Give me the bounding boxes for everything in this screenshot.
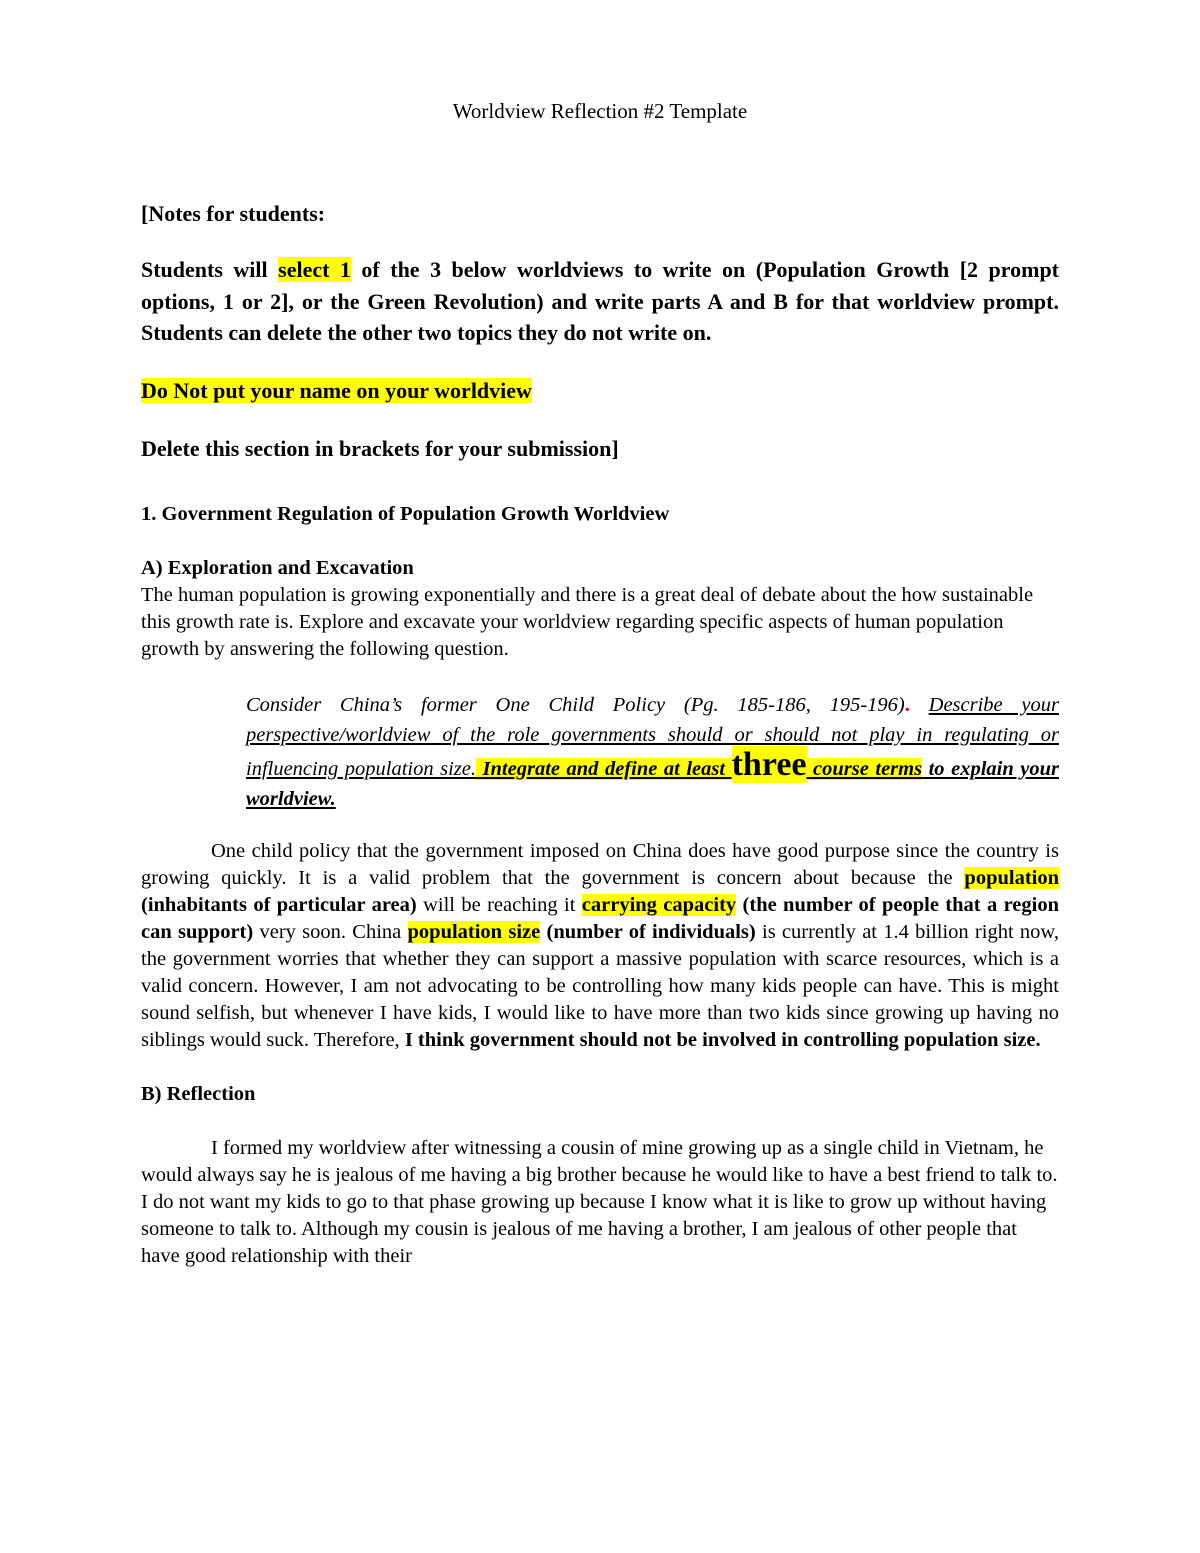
term-population-size: population size bbox=[407, 920, 541, 943]
answer-text-3: very soon. China bbox=[253, 920, 408, 943]
prompt-part-3: Integrate and define at least bbox=[476, 757, 732, 780]
def-carrying-capacity: (the number of people that a region can support) bbox=[141, 893, 1060, 943]
prompt-box bbox=[246, 690, 1059, 814]
document-title: Worldview Reflection #2 Template bbox=[452, 99, 748, 123]
document-page bbox=[141, 96, 1059, 1297]
notes-no-name bbox=[141, 375, 1059, 407]
part-a-intro: The human population is growing exponentially and there is a great deal of debate about the how sustainable this growth rate is. Explore and excavate your worldview regarding specific aspects of human population growth by answering the following question. bbox=[141, 583, 1034, 660]
notes-instructions bbox=[141, 254, 1059, 349]
no-name-highlight: Do Not put your name on your worldview bbox=[141, 377, 532, 403]
answer-text-1: One child policy that the government imposed on China does have good purpose since the country is growing quickly. It is a valid problem that the government is concern about because the bbox=[141, 839, 1059, 889]
part-b-heading: B) Reflection bbox=[141, 1082, 256, 1105]
section-1-heading: 1. Government Regulation of Population Growth Worldview bbox=[141, 502, 670, 525]
notes-instructions-post: of the 3 below worldviews to write on (Population Growth [2 prompt options, 1 or 2], or the Green Revolution) and write parts A and B for that worldview prompt. Students can delete the other two topics they do not write on. bbox=[141, 257, 1059, 345]
term-carrying-capacity: carrying capacity bbox=[581, 893, 737, 916]
answer-text-4: is currently at 1.4 billion right now, the government worries that whether they can support a massive population with scarce resources, which is a valid concern. However, I am not advocating to be controlling how many kids people can have. This is might sound selfish, but whenever I have kids, I would like to have more than two kids since growing up having no siblings would suck. Therefore, bbox=[141, 920, 1060, 1051]
part-b-reflection: I formed my worldview after witnessing a cousin of mine growing up as a single child in Vietnam, he would always say he is jealous of me having a big brother because he would like to have a best friend to talk to. I do not want my kids to go to that phase growing up because I know what it is like to grow up without having someone to talk to. Although my cousin is jealous of me having a brother, I am jealous of other people that have good relationship with their bbox=[141, 1136, 1058, 1267]
notes-heading: [Notes for students: bbox=[141, 201, 326, 226]
prompt-part-2: Describe your perspective/worldview of the role governments should or should not play in regulating or influencing population size. bbox=[246, 693, 1059, 780]
answer-paragraph bbox=[141, 838, 1059, 1054]
prompt-space bbox=[910, 694, 929, 716]
prompt-course-terms: course terms bbox=[806, 757, 923, 780]
prompt-part-5: to explain your worldview. bbox=[246, 757, 1059, 810]
def-population-size: (number of individuals) bbox=[540, 920, 756, 943]
part-a-heading: A) Exploration and Excavation bbox=[141, 556, 414, 579]
notes-select-highlight: select 1 bbox=[278, 257, 351, 282]
def-population: (inhabitants of particular area) bbox=[141, 893, 417, 916]
notes-instructions-pre: Students will bbox=[141, 257, 279, 282]
answer-conclusion: I think government should not be involved in controlling population size. bbox=[404, 1028, 1041, 1051]
prompt-period: . bbox=[904, 693, 910, 716]
term-population: population bbox=[964, 866, 1059, 889]
notes-delete-section: Delete this section in brackets for your submission] bbox=[141, 435, 619, 461]
answer-text-2: will be reaching it bbox=[416, 893, 582, 916]
prompt-part-1: Consider China’s former One Child Policy (Pg. 185-186, 195-196) bbox=[246, 693, 905, 716]
prompt-three: three bbox=[731, 745, 807, 783]
